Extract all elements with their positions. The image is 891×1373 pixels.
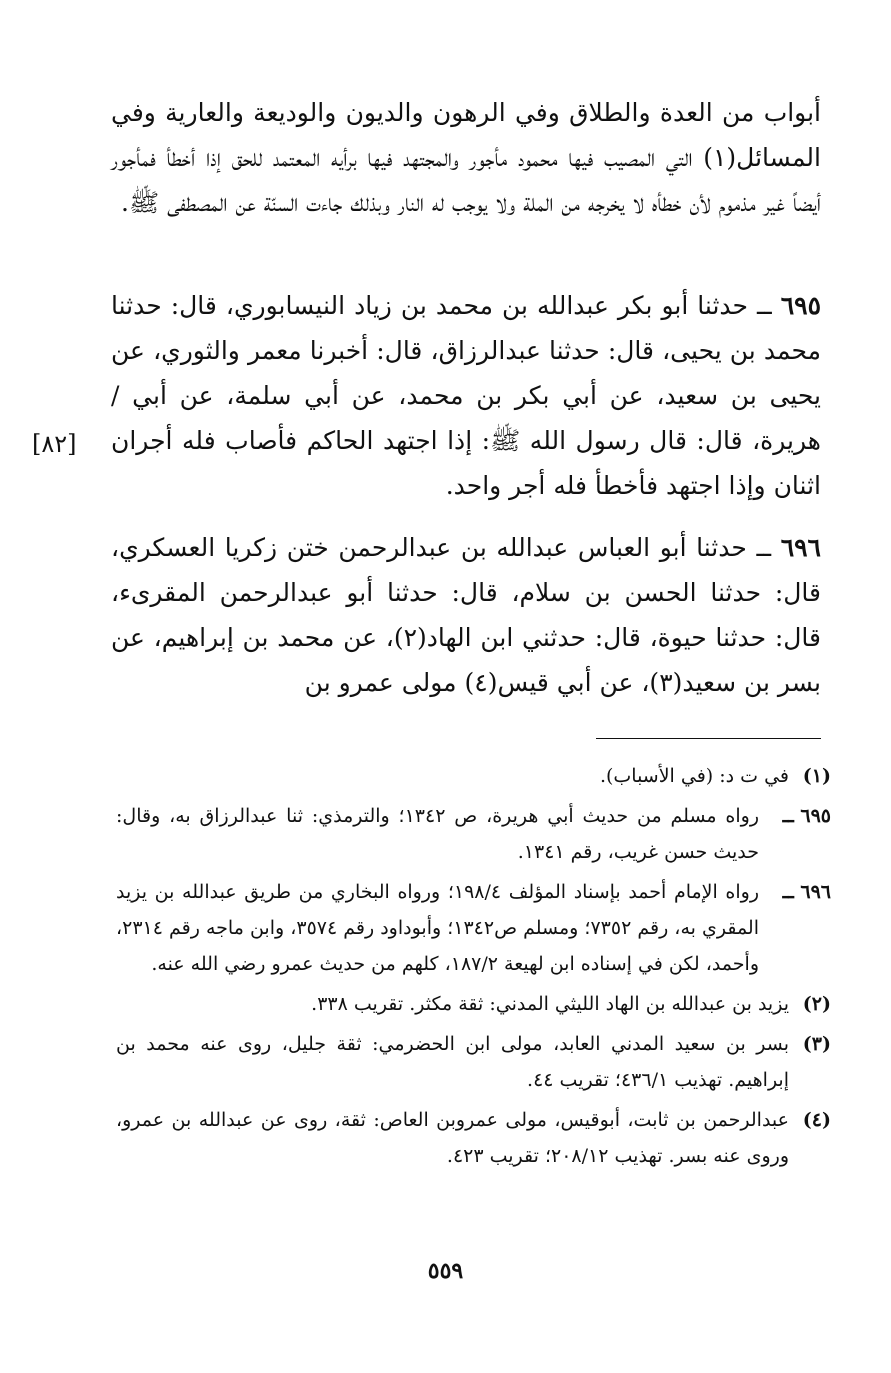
hadith-696-text: ــ حدثنا أبو العباس عبدالله بن عبدالرحمن ختن زكريا العسكري، قال: حدثنا الحسن بن سلام، قال: حدثنا أبو عبدالرحمن المقرىء، قال: حدثنا حيوة، قال: حدثني ابن الهاد(٢)، عن محمد بن إبراهيم، عن بسر بن سعيد(٣)، عن أبي قيس(٤) مولى عمرو بن [111, 533, 821, 697]
hadith-695-paragraph [111, 283, 821, 508]
footnote-item [116, 1102, 831, 1174]
footnote-marker: (٤) [802, 1109, 831, 1131]
footnote-marker: (٢) [802, 993, 831, 1015]
footnotes-section [116, 758, 831, 1178]
footnote-item [116, 986, 831, 1022]
hadith-695-number: ٦٩٥ [780, 291, 822, 320]
footnote-text: بسر بن سعيد المدني العابد، مولى ابن الحضرمي: ثقة جليل، روى عنه محمد بن إبراهيم. تهذيب ٤٣٦/١؛ تقريب ٤٤. [116, 1033, 789, 1091]
footnote-text: رواه الإمام أحمد بإسناد المؤلف ١٩٨/٤؛ ورواه البخاري من طريق عبدالله بن يزيد المقري به، رقم ٧٣٥٢؛ ومسلم ص١٣٤٢؛ وأبوداود رقم ٣٥٧٤، وابن ماجه رقم ٢٣١٤، وأحمد، لكن في إسناده ابن لهيعة ١٨٧/٢، كلهم من حديث عمرو رضي الله عنه. [116, 881, 760, 975]
hadith-695-text: ــ حدثنا أبو بكر عبدالله بن محمد بن زياد النيسابوري، قال: حدثنا محمد بن يحيى، قال: حدثنا عبدالرزاق، قال: أخبرنا معمر والثوري، عن يحيى بن سعيد، عن أبي بكر بن محمد، عن أبي سلمة، عن أبي / هريرة، قال: قال رسول الله ﷺ: إذا اجتهد الحاكم فأصاب فله أجران اثنان وإذا اجتهد فأخطأ فله أجر واحد. [111, 291, 821, 500]
footnote-text: عبدالرحمن بن ثابت، أبوقيس، مولى عمروبن العاص: ثقة، روى عن عبدالله بن عمرو، وروى عنه بسر. تهذيب ٢٠٨/١٢؛ تقريب ٤٢٣. [116, 1109, 789, 1167]
footnote-item [116, 758, 831, 794]
hadith-696-paragraph [111, 525, 821, 705]
footnote-marker: ٦٩٥ ــ [782, 805, 831, 827]
footnote-marker: (١) [802, 765, 831, 787]
footnote-item [116, 1026, 831, 1098]
footnote-text: في ت د: (في الأسباب). [599, 765, 789, 787]
footnote-marker: ٦٩٦ ــ [782, 881, 831, 903]
footnote-item [116, 798, 831, 870]
footnote-item [116, 874, 831, 982]
footnote-text: رواه مسلم من حديث أبي هريرة، ص ١٣٤٢؛ والترمذي: ثنا عبدالرزاق به، وقال: حديث حسن غريب، رقم ١٣٤١. [116, 805, 759, 863]
footnote-separator [596, 738, 821, 739]
manuscript-folio-marker: [٨٢] [32, 430, 77, 458]
footnote-text: يزيد بن عبدالله بن الهاد الليثي المدني: ثقة مكثر. تقريب ٣٣٨. [311, 993, 789, 1015]
footnote-marker: (٣) [802, 1033, 831, 1055]
hadith-696-number: ٦٩٦ [780, 533, 821, 562]
intro-paragraph: أبواب من العدة والطلاق وفي الرهون والديون والوديعة والعارية وفي المسائل(١) التي المصيب فيها محمود مأجور والمجتهد فيها برأيه المعتمد للحق إذا أخطأ فمأجور أيضاً غير مذموم لأن خطأه لا يخرجه من الملة ولا يوجب له النار وبذلك جاءت السنّة عن المصطفى ﷺ. [111, 98, 821, 217]
page-number: ٥٥٩ [427, 1258, 464, 1284]
